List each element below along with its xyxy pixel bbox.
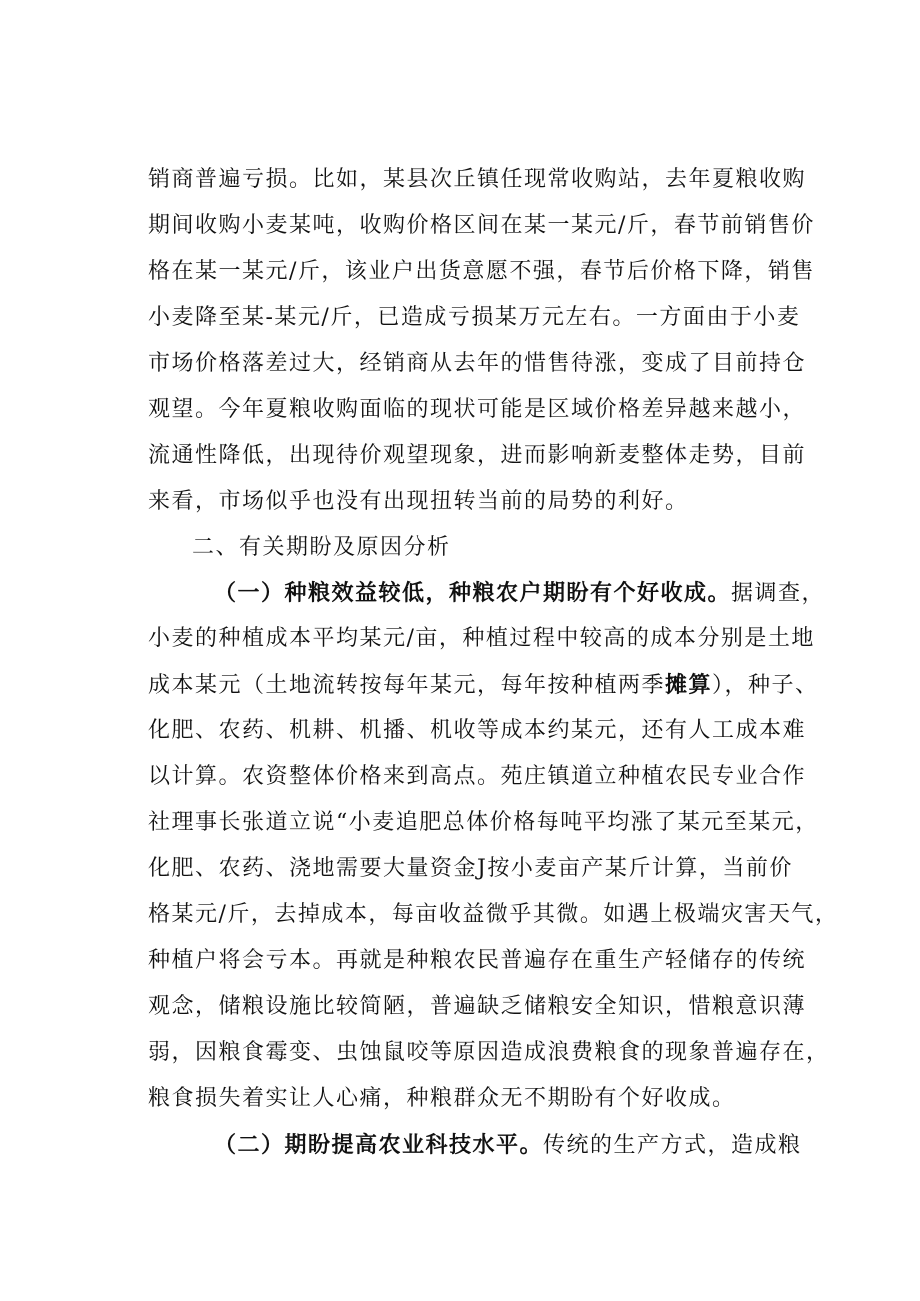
section-heading: 二、有关期盼及原因分析: [192, 535, 451, 560]
subsection-text: 据调查，: [731, 581, 826, 606]
subsection-first-line: [214, 1125, 874, 1165]
paragraph-line: 弱，因粮食霉变、虫蚀鼠咬等原因造成浪费粮食的现象普遍存在，: [148, 1040, 830, 1065]
paragraph-line: 观望。今年夏粮收购面临的现状可能是区域价格差异越来越小，: [148, 397, 807, 422]
paragraph-line: 种植户将会亏本。再就是种粮农民普遍存在重生产轻储存的传统: [148, 948, 807, 973]
subsection-title: （二）期盼提高农业科技水平。: [214, 1132, 544, 1158]
paragraph-line: 社理事长张道立说“小麦追肥总体价格每吨平均涨了某元至某元，: [148, 810, 819, 835]
subsection-text: 传统的生产方式，造成粮: [543, 1133, 802, 1158]
paragraph-text: ），种子、: [712, 673, 819, 698]
paragraph-line: 化肥、农药、浇地需要大量资金J按小麦亩产某斤计算，当前价: [148, 856, 793, 881]
subsection-title: （一）种粮效益较低，种粮农户期盼有个好收成。: [214, 580, 732, 606]
paragraph-line: 小麦降至某-某元/斤，已造成亏损某万元左右。一方面由于小麦: [148, 305, 801, 330]
paragraph-line: 粮食损失着实让人心痛，种粮群众无不期盼有个好收成。: [148, 1086, 736, 1111]
paragraph-line: 销商普遍亏损。比如，某县次丘镇任现常收购站，去年夏粮收购: [148, 167, 807, 192]
subsection-first-line: [214, 573, 874, 613]
paragraph-line: 市场价格落差过大，经销商从去年的惜售待涨，变成了目前持仓: [148, 351, 807, 376]
paragraph-line: 格某元/斤，去掉成本，每亩收益微乎其微。如遇上极端灾害天气，: [148, 902, 839, 927]
paragraph-text: 成本某元（土地流转按每年某元，每年按种植两季: [148, 673, 666, 698]
paragraph-line: 以计算。农资整体价格来到高点。苑庄镇道立种植农民专业合作: [148, 764, 807, 789]
paragraph-line: [148, 665, 819, 705]
paragraph-line: 期间收购小麦某吨，收购价格区间在某一某元/斤，春节前销售价: [148, 213, 815, 238]
bold-term: 摊算: [665, 672, 713, 698]
paragraph-line: 格在某一某元/斤，该业户出货意愿不强，春节后价格下降，销售: [148, 259, 815, 284]
paragraph-line: 观念，储粮设施比较简陋，普遍缺乏储粮安全知识，惜粮意识薄: [148, 994, 807, 1019]
paragraph-line: 来看，市场似乎也没有出现扭转当前的局势的利好。: [148, 489, 689, 514]
paragraph-line: 小麦的种植成本平均某元/亩，种植过程中较高的成本分别是土地: [148, 626, 815, 651]
paragraph-line: 化肥、农药、机耕、机播、机收等成本约某元，还有人工成本难: [148, 718, 807, 743]
paragraph-line: 流通性降低，出现待价观望现象，进而影响新麦整体走势，目前: [148, 443, 807, 468]
